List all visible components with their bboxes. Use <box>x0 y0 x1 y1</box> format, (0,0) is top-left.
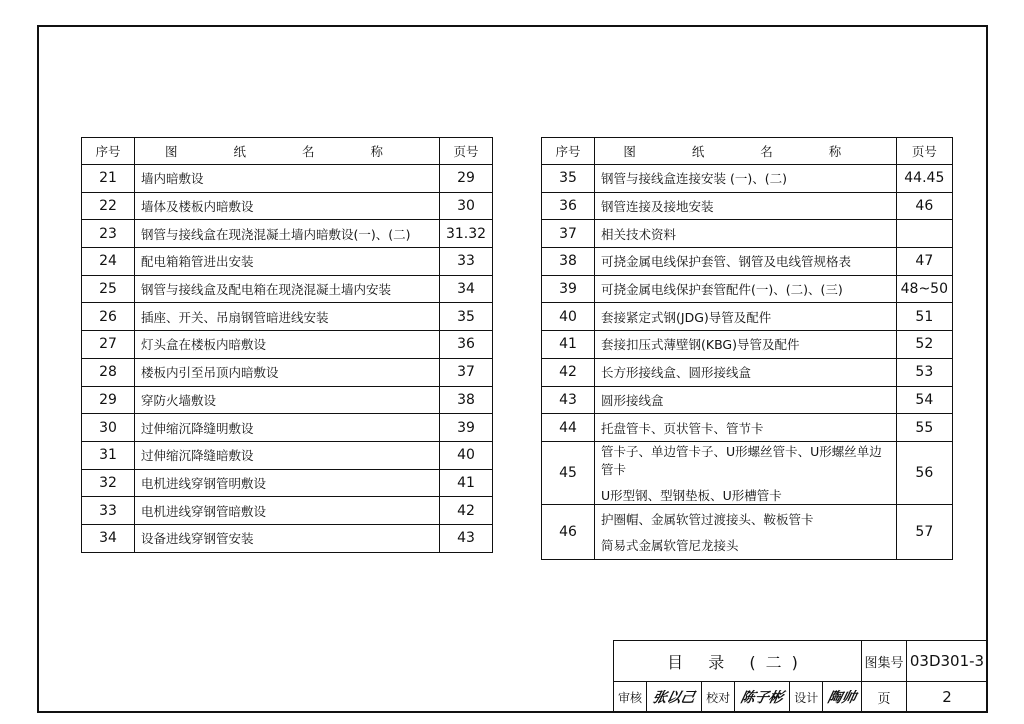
page-ref: 51 <box>896 303 952 331</box>
row-number: 33 <box>82 497 135 525</box>
drawing-name <box>595 275 897 303</box>
table-header-row <box>82 138 493 165</box>
drawing-name-line: 楼板内引至吊顶内暗敷设 <box>141 365 279 381</box>
table-row <box>82 524 493 552</box>
catalog-table-right <box>541 137 953 560</box>
drawing-name <box>595 386 897 414</box>
header-no: 序号 <box>82 138 135 165</box>
row-number: 32 <box>82 469 135 497</box>
row-number: 22 <box>82 192 135 220</box>
page-ref: 37 <box>440 358 493 386</box>
row-number: 29 <box>82 386 135 414</box>
title-block <box>613 640 988 713</box>
row-number: 23 <box>82 220 135 248</box>
drawing-name <box>135 469 440 497</box>
row-number: 45 <box>542 441 595 504</box>
page-ref: 35 <box>440 303 493 331</box>
table-row <box>82 469 493 497</box>
drawing-name <box>135 497 440 525</box>
page-ref: 31.32 <box>440 220 493 248</box>
check-sig-text: 陈子彬 <box>739 690 785 706</box>
drawing-name <box>135 303 440 331</box>
header-page: 页号 <box>440 138 493 165</box>
design-label: 设计 <box>790 682 823 713</box>
table-row <box>542 275 953 303</box>
drawing-name-line: 管卡子、单边管卡子、U形螺丝管卡、U形螺丝单边管卡 <box>601 443 882 477</box>
drawing-name <box>135 441 440 469</box>
page-ref: 44.45 <box>896 165 952 193</box>
drawing-name <box>595 165 897 193</box>
drawing-name <box>135 220 440 248</box>
drawing-name <box>135 165 440 193</box>
drawing-name <box>135 248 440 276</box>
drawing-name <box>595 331 897 359</box>
page-ref: 40 <box>440 441 493 469</box>
page-ref: 48~50 <box>896 275 952 303</box>
drawing-name-line: 设备进线穿钢管安装 <box>141 531 254 547</box>
row-number: 34 <box>82 524 135 552</box>
header-no: 序号 <box>542 138 595 165</box>
drawing-name <box>135 524 440 552</box>
table-row <box>542 248 953 276</box>
table-row <box>82 248 493 276</box>
drawing-name <box>595 441 897 504</box>
drawing-name <box>135 414 440 442</box>
page-ref: 54 <box>896 386 952 414</box>
row-number: 21 <box>82 165 135 193</box>
table-row <box>82 331 493 359</box>
review-signature <box>647 682 702 713</box>
page-ref: 42 <box>440 497 493 525</box>
drawing-name-line: 灯头盒在楼板内暗敷设 <box>141 337 267 353</box>
row-number: 39 <box>542 275 595 303</box>
row-number: 43 <box>542 386 595 414</box>
page-ref: 56 <box>896 441 952 504</box>
page-label: 页 <box>862 682 907 713</box>
table-row <box>82 275 493 303</box>
catalog-body-right <box>542 165 953 560</box>
table-row <box>542 441 953 504</box>
table-row <box>82 220 493 248</box>
drawing-name-line: 穿防火墙敷设 <box>141 392 217 408</box>
review-sig-text: 张以己 <box>651 690 697 706</box>
review-label: 审核 <box>614 682 647 713</box>
page-number: 2 <box>907 682 988 713</box>
atlas-number: 03D301-3 <box>907 641 988 682</box>
drawing-name <box>135 192 440 220</box>
drawing-name-line: 套接扣压式薄壁钢(KBG)导管及配件 <box>601 337 800 353</box>
table-row <box>82 414 493 442</box>
row-number: 25 <box>82 275 135 303</box>
table-row <box>82 192 493 220</box>
table-row <box>82 165 493 193</box>
catalog-body-left <box>82 165 493 553</box>
design-signature <box>823 682 862 713</box>
drawing-name <box>135 331 440 359</box>
row-number: 41 <box>542 331 595 359</box>
atlas-label: 图集号 <box>862 641 907 682</box>
row-number: 36 <box>542 192 595 220</box>
header-name: 图 纸 名 称 <box>135 138 440 165</box>
drawing-name-line: 相关技术资料 <box>601 226 677 242</box>
row-number: 40 <box>542 303 595 331</box>
check-signature <box>735 682 790 713</box>
page-ref: 30 <box>440 192 493 220</box>
page-ref: 53 <box>896 358 952 386</box>
table-row <box>542 331 953 359</box>
table-row <box>542 358 953 386</box>
table-row <box>82 358 493 386</box>
table-row <box>82 386 493 414</box>
drawing-name-line: 过伸缩沉降缝明敷设 <box>141 420 254 436</box>
row-number: 30 <box>82 414 135 442</box>
page-ref: 57 <box>896 504 952 559</box>
page-ref: 34 <box>440 275 493 303</box>
row-number: 28 <box>82 358 135 386</box>
drawing-name-line: 可挠金属电线保护套管配件(一)、(二)、(三) <box>601 282 843 298</box>
table-row <box>542 192 953 220</box>
table-row <box>82 303 493 331</box>
row-number: 31 <box>82 441 135 469</box>
row-number: 44 <box>542 414 595 442</box>
catalog-table-left <box>81 137 493 553</box>
drawing-name-line: 墙体及楼板内暗敷设 <box>141 199 254 215</box>
page-ref: 29 <box>440 165 493 193</box>
drawing-name-line: 钢管与接线盒在现浇混凝土墙内暗敷设(一)、(二) <box>141 226 411 242</box>
page-ref <box>896 220 952 248</box>
drawing-name-line: 长方形接线盒、圆形接线盒 <box>601 365 752 381</box>
row-number: 24 <box>82 248 135 276</box>
table-row <box>542 414 953 442</box>
design-sig-text: 陶帅 <box>826 690 858 706</box>
row-number: 46 <box>542 504 595 559</box>
row-number: 37 <box>542 220 595 248</box>
drawing-name-line: 配电箱箱管进出安装 <box>141 254 254 270</box>
drawing-name <box>595 303 897 331</box>
table-row <box>542 165 953 193</box>
row-number: 27 <box>82 331 135 359</box>
drawing-name-line: 墙内暗敷设 <box>141 171 204 187</box>
drawing-name-line: 钢管与接线盒及配电箱在现浇混凝土墙内安装 <box>141 282 392 298</box>
drawing-name-line: 可挠金属电线保护套管、钢管及电线管规格表 <box>601 254 852 270</box>
drawing-name <box>135 358 440 386</box>
page-ref: 33 <box>440 248 493 276</box>
drawing-name-line: 钢管与接线盒连接安装 (一)、(二) <box>601 171 787 187</box>
drawing-name-line: 圆形接线盒 <box>601 392 664 408</box>
drawing-name-line: 护圈帽、金属软管过渡接头、鞍板管卡 <box>601 511 814 527</box>
page-ref: 38 <box>440 386 493 414</box>
check-label: 校对 <box>702 682 735 713</box>
table-row <box>542 386 953 414</box>
page-ref: 36 <box>440 331 493 359</box>
row-number: 42 <box>542 358 595 386</box>
row-number: 38 <box>542 248 595 276</box>
drawing-name <box>595 504 897 559</box>
table-row <box>542 504 953 559</box>
drawing-name-line: 过伸缩沉降缝暗敷设 <box>141 448 254 464</box>
page-ref: 41 <box>440 469 493 497</box>
page-ref: 47 <box>896 248 952 276</box>
drawing-name-line: 钢管连接及接地安装 <box>601 199 714 215</box>
drawing-name-line: 电机进线穿钢管明敷设 <box>141 475 267 491</box>
table-row <box>82 497 493 525</box>
table-header-row <box>542 138 953 165</box>
drawing-name-line: 套接紧定式钢(JDG)导管及配件 <box>601 309 772 325</box>
row-number: 35 <box>542 165 595 193</box>
drawing-name <box>135 275 440 303</box>
page-ref: 46 <box>896 192 952 220</box>
page-ref: 55 <box>896 414 952 442</box>
drawing-name-line-2: 简易式金属软管尼龙接头 <box>601 537 739 553</box>
table-row <box>82 441 493 469</box>
drawing-name-line: 托盘管卡、页状管卡、管节卡 <box>601 420 764 436</box>
drawing-name <box>595 414 897 442</box>
row-number: 26 <box>82 303 135 331</box>
page-ref: 39 <box>440 414 493 442</box>
header-name: 图 纸 名 称 <box>595 138 897 165</box>
header-page: 页号 <box>896 138 952 165</box>
drawing-name <box>595 220 897 248</box>
drawing-name-line-2: U形型钢、型钢垫板、U形槽管卡 <box>601 487 782 503</box>
drawing-name <box>595 358 897 386</box>
drawing-name-line: 插座、开关、吊扇钢管暗进线安装 <box>141 309 329 325</box>
table-row <box>542 220 953 248</box>
drawing-name <box>135 386 440 414</box>
table-row <box>542 303 953 331</box>
page-ref: 43 <box>440 524 493 552</box>
catalog-title: 目 录 (二) <box>614 641 862 682</box>
drawing-name-line: 电机进线穿钢管暗敷设 <box>141 503 267 519</box>
drawing-name <box>595 192 897 220</box>
drawing-name <box>595 248 897 276</box>
page-ref: 52 <box>896 331 952 359</box>
